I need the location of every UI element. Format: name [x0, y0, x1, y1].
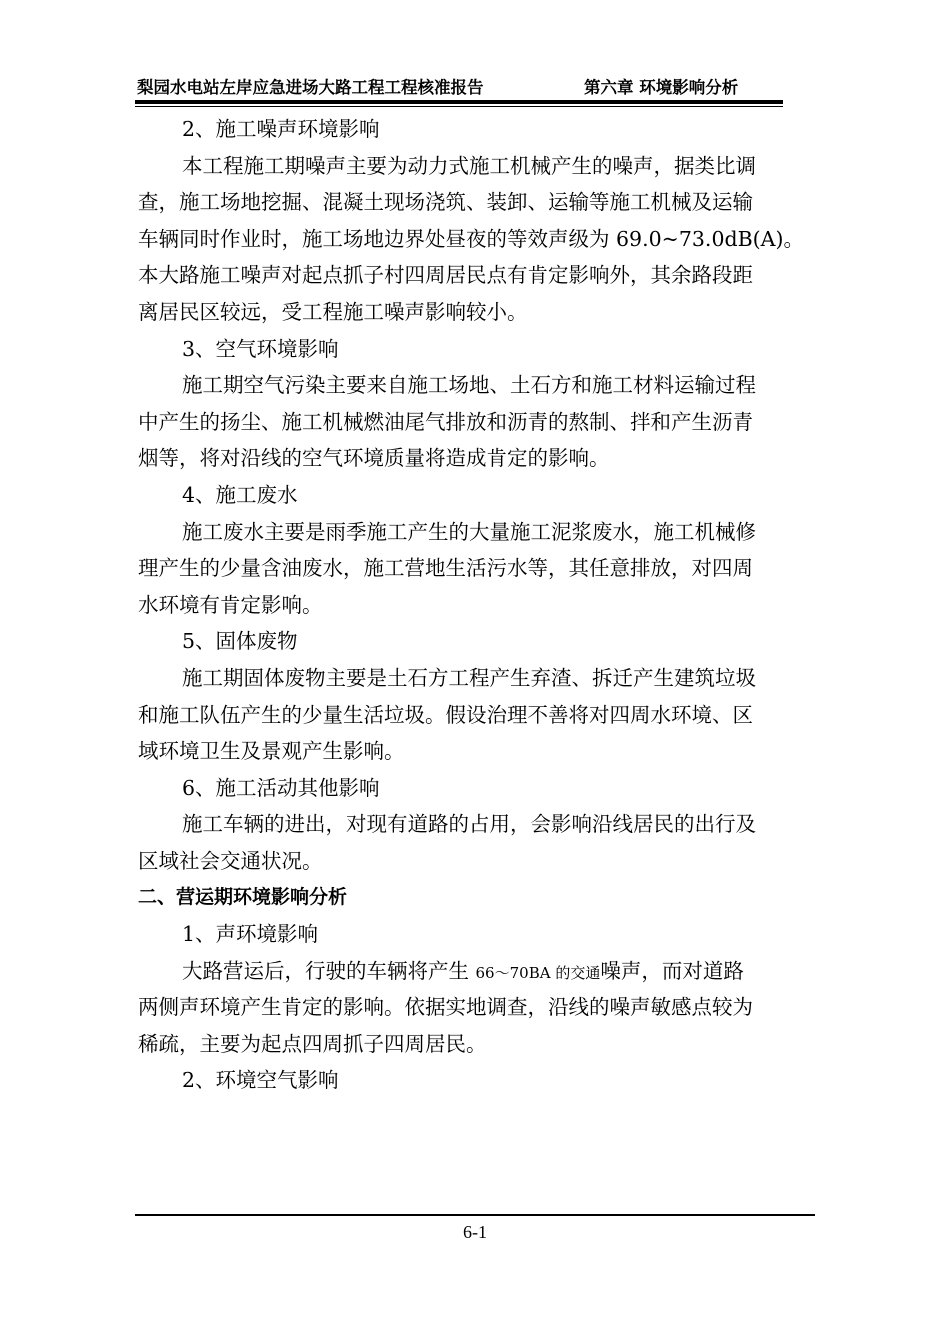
header-rule-thick	[135, 100, 783, 104]
header-report-title: 梨园水电站左岸应急进场大路工程工程核准报告	[137, 78, 484, 97]
paragraph-line: 和施工队伍产生的少量生活垃圾。假设治理不善将对四周水环境、区	[138, 702, 753, 727]
paragraph-line	[138, 953, 814, 990]
paragraph-line: 本大路施工噪声对起点抓子村四周居民点有肯定影响外，其余路段距	[138, 263, 753, 288]
paragraph-line: 理产生的少量含油废水，施工营地生活污水等，其任意排放，对四周	[138, 556, 753, 581]
page-number: 6-1	[463, 1222, 487, 1242]
footer-rule	[135, 1214, 815, 1216]
paragraph-line: 中产生的扬尘、施工机械燃油尾气排放和沥青的熬制、拌和产生沥青	[138, 409, 753, 434]
text-run-noise-level: 66～70BA 的交通	[475, 963, 601, 982]
paragraph-line: 施工期固体废物主要是土石方工程产生弃渣、拆迁产生建筑垃圾	[182, 665, 756, 690]
paragraph-line: 域环境卫生及景观产生影响。	[138, 739, 405, 764]
section-heading-other-impacts: 6、施工活动其他影响	[182, 775, 380, 800]
text-run: 噪声，而对道路	[600, 958, 744, 983]
section-heading-ambient-air: 2、环境空气影响	[182, 1068, 339, 1093]
paragraph-line: 稀疏，主要为起点四周抓子四周居民。	[138, 1031, 487, 1056]
paragraph-line: 施工期空气污染主要来自施工场地、土石方和施工材料运输过程	[182, 373, 756, 398]
header-rule-thin	[135, 106, 783, 107]
paragraph-line: 水环境有肯定影响。	[138, 592, 323, 617]
section-heading-solid-waste: 5、固体废物	[182, 629, 298, 654]
paragraph-line: 本工程施工期噪声主要为动力式施工机械产生的噪声，据类比调	[182, 153, 756, 178]
text-run: 大路营运后，行驶的车辆将产生	[182, 958, 476, 983]
part-heading-operation-period: 二、营运期环境影响分析	[138, 886, 348, 909]
paragraph-line: 查，施工场地挖掘、混凝土现场浇筑、装卸、运输等施工机械及运输	[138, 190, 753, 215]
document-body	[138, 111, 814, 1099]
header-chapter-title: 第六章 环境影响分析	[584, 78, 739, 97]
section-heading-construction-noise: 2、施工噪声环境影响	[182, 117, 380, 141]
section-heading-air-impact: 3、空气环境影响	[182, 336, 339, 361]
paragraph-line: 施工废水主要是雨季施工产生的大量施工泥浆废水，施工机械修	[182, 519, 756, 544]
page-header	[137, 76, 813, 100]
paragraph-line: 施工车辆的进出，对现有道路的占用，会影响沿线居民的出行及	[182, 812, 756, 837]
paragraph-line: 车辆同时作业时，施工场地边界处昼夜的等效声级为 69.0~73.0dB(A)。	[138, 226, 804, 251]
section-heading-wastewater: 4、施工废水	[182, 482, 298, 507]
section-heading-acoustic-environment: 1、声环境影响	[182, 922, 319, 947]
paragraph-line: 区域社会交通状况。	[138, 848, 323, 873]
paragraph-line: 烟等，将对沿线的空气环境质量将造成肯定的影响。	[138, 446, 610, 471]
paragraph-line: 离居民区较远，受工程施工噪声影响较小。	[138, 299, 528, 324]
paragraph-line: 两侧声环境产生肯定的影响。依据实地调查，沿线的噪声敏感点较为	[138, 995, 753, 1020]
